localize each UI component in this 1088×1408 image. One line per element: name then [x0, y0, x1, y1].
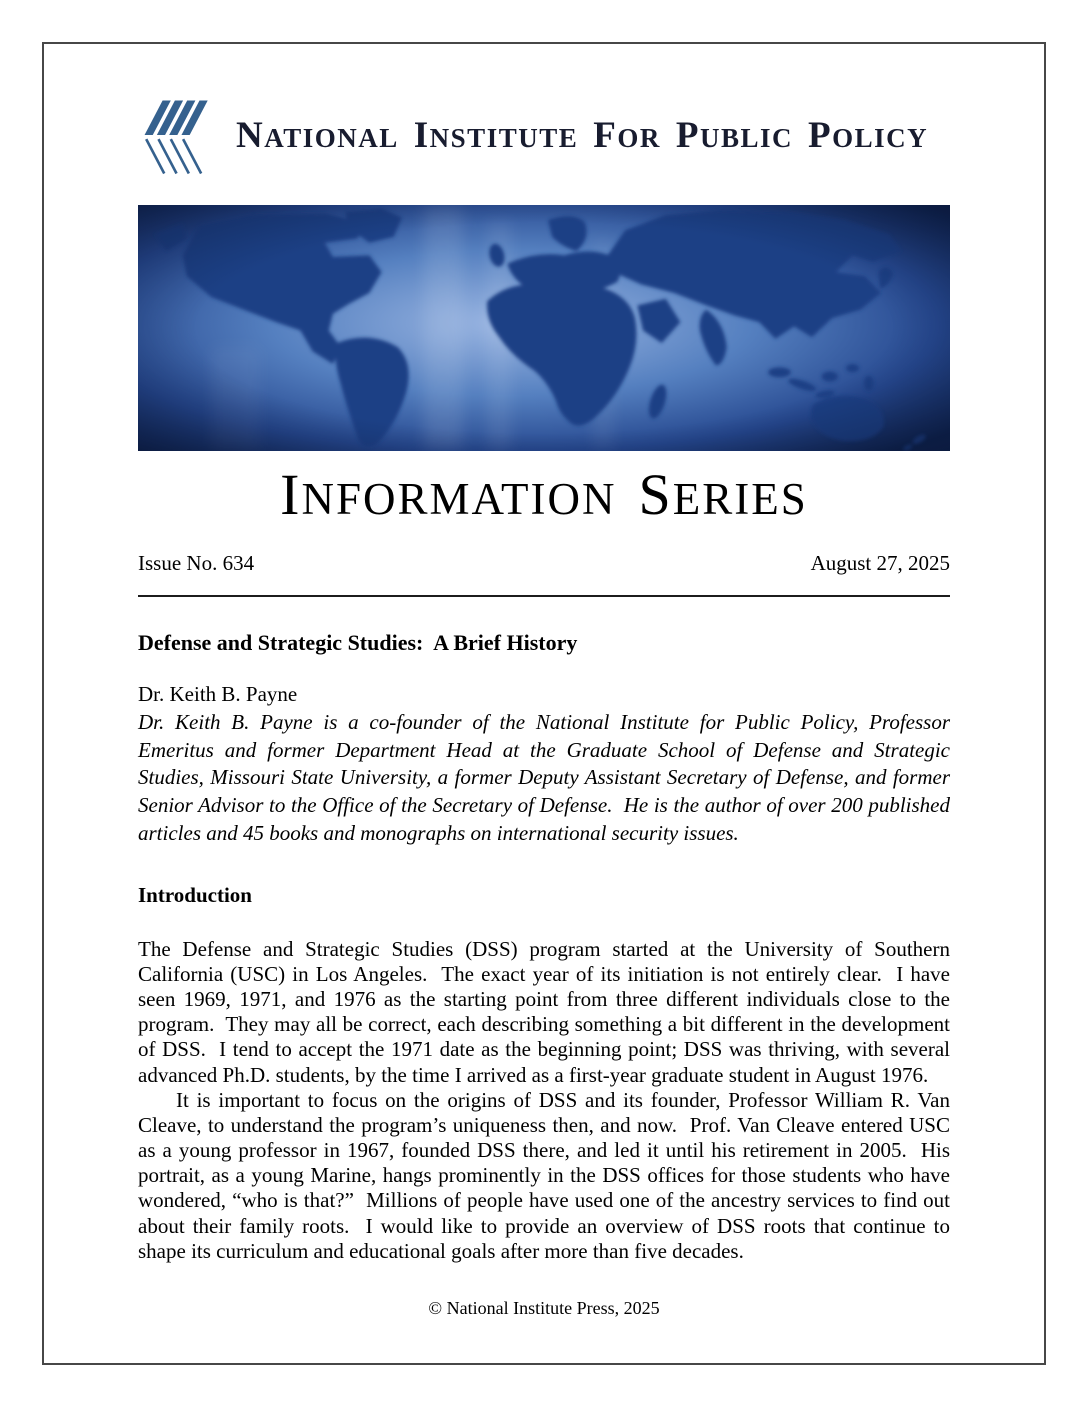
brand-word: FOR	[593, 114, 661, 156]
document-page	[42, 42, 1046, 1365]
world-map-banner	[138, 205, 950, 451]
article-title: Defense and Strategic Studies: A Brief History	[138, 630, 578, 655]
author-bio: Dr. Keith B. Payne is a co-founder of the National Institute for Public Policy, Professor Emeritus and former Department Head at the Graduate School of Defense and Strategic Studies, Missouri State University, a former Deputy Assistant Secretary of Defense, and former Senior Advisor to the Office of the Secretary of Defense. He is the author of over 200 published articles and 45 books and monographs on international security issues.	[138, 710, 956, 845]
brand-name	[236, 114, 928, 157]
brand-word: POLICY	[807, 114, 929, 156]
body-paragraph: It is important to focus on the origins of DSS and its founder, Professor William R. Van Cleave, to understand the program’s uniqueness then, and now. Prof. Van Cleave entered USC as a young professor in 1967, founded DSS there, and led it until his retirement in 2005. His portrait, as a young Marine, hangs prominently in the DSS offices for those students who have wondered, “who is that?” Millions of people have used one of the ancestry services to find out about their family roots. I would like to provide an overview of DSS roots that continue to shape its curriculum and educational goals after more than five decades.	[138, 1087, 956, 1263]
masthead-word: SERIES	[638, 462, 808, 527]
brand-word: PUBLIC	[675, 114, 793, 156]
masthead-information-series	[138, 462, 950, 527]
header-divider	[138, 595, 950, 597]
issue-number: Issue No. 634	[138, 551, 255, 575]
body-paragraph: The Defense and Strategic Studies (DSS) program started at the University of Southern California (USC) in Los Angeles. The exact year of its initiation is not entirely clear. I have seen 1969, 1971, and 1976 as the starting point from three different individuals close to the program. They may all be correct, each describing something a bit different in the development of DSS. I tend to accept the 1971 date as the beginning point; DSS was thriving, with several advanced Ph.D. students, by the time I arrived as a first-year graduate student in August 1976.	[138, 936, 956, 1087]
masthead-word: INFORMATION	[280, 462, 617, 527]
nipp-brand-header	[138, 86, 950, 184]
copyright-footer: © National Institute Press, 2025	[428, 1298, 660, 1318]
brand-word: NATIONAL	[236, 114, 399, 156]
author-name: Dr. Keith B. Payne	[138, 682, 298, 706]
nipp-logo-stripes-icon	[138, 86, 220, 184]
section-heading-introduction: Introduction	[138, 882, 252, 907]
brand-word: INSTITUTE	[413, 114, 579, 156]
issue-date: August 27, 2025	[810, 551, 950, 575]
page-content	[44, 44, 1044, 1264]
issue-line	[138, 551, 950, 576]
